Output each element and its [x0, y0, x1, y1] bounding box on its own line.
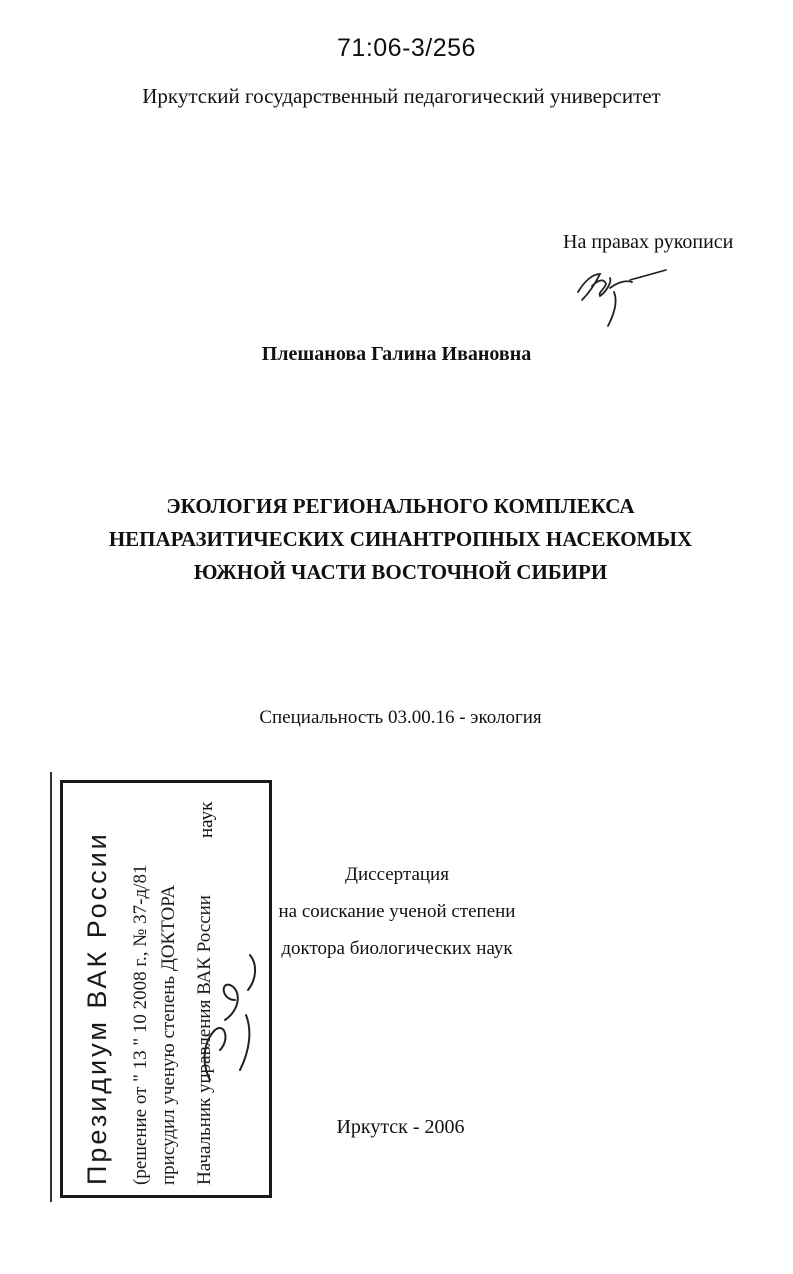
signature-icon: [570, 252, 670, 332]
university-name: Иркутский государственный педагогический университет: [142, 84, 661, 108]
stamp-line: присудил ученую степень ДОКТОРА: [158, 884, 179, 1185]
stamp-handwriting-icon: [180, 930, 270, 1090]
stamp-line: Президиум ВАК России: [82, 831, 112, 1185]
thesis-line: доктора биологических наук: [281, 938, 513, 959]
title-line: НЕПАРАЗИТИЧЕСКИХ СИНАНТРОПНЫХ НАСЕКОМЫХ: [108, 527, 693, 551]
vak-stamp-text: [60, 780, 272, 1198]
author-name: Плешанова Галина Ивановна: [261, 343, 532, 365]
manuscript-rights-note: На правах рукописи: [563, 231, 734, 253]
title-line: ЮЖНОЙ ЧАСТИ ВОСТОЧНОЙ СИБИРИ: [193, 560, 608, 584]
thesis-line: Диссертация: [345, 864, 449, 885]
stamp-line: (решение от " 13 " 10 2008 г., № 37-д/81: [130, 864, 151, 1185]
stamp-line: Начальник управления ВАК России: [194, 895, 215, 1185]
thesis-line: на соискание ученой степени: [278, 901, 516, 922]
stamp-border-left: [50, 772, 58, 1202]
stamp-line-tail: наук: [196, 801, 217, 838]
dissertation-title: [0, 490, 793, 589]
place-year: Иркутск - 2006: [336, 1116, 465, 1138]
title-line: ЭКОЛОГИЯ РЕГИОНАЛЬНОГО КОМПЛЕКСА: [166, 494, 635, 518]
document-code: 71:06-3/256: [337, 34, 476, 62]
specialty: Специальность 03.00.16 - экология: [259, 707, 542, 728]
thesis-description: [247, 856, 547, 967]
